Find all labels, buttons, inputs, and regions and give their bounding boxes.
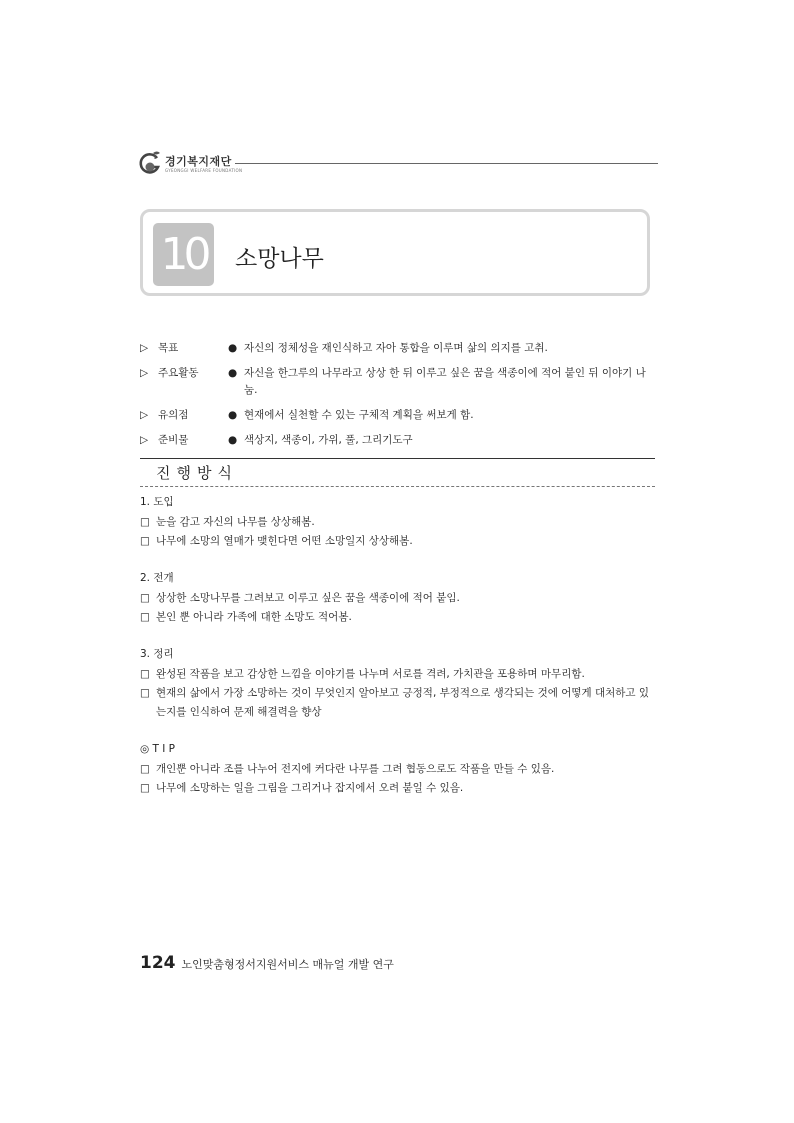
foundation-logo-icon [138,150,162,176]
checkbox-square-icon: □ [140,592,150,604]
info-label: 준비물 [158,434,189,446]
info-row-caution [140,407,655,424]
step-development [140,569,655,627]
org-sub: GYEONGGI WELFARE FOUNDATION [165,168,243,173]
step-heading: 1. 도입 [140,496,174,508]
info-value: 자신의 정체성을 재인식하고 자아 통합을 이루며 삶의 의지를 고취. [244,342,548,354]
info-value: 현재에서 실천할 수 있는 구체적 계획을 써보게 함. [244,409,474,421]
checkbox-square-icon: □ [140,782,150,794]
chapter-title-box [140,209,650,296]
info-value: 자신을 한그루의 나무라고 상상 한 뒤 이루고 싶은 꿈을 색종이에 적어 붙인 뒤 이야기 나눔. [244,367,646,396]
footer-title: 노인맞춤형정서지원서비스 매뉴얼 개발 연구 [181,958,394,971]
step-heading: 3. 정리 [140,648,174,660]
section-header [140,458,655,487]
triangle-icon: ▷ [140,342,149,354]
list-item: □ 나무에 소망의 열매가 맺힌다면 어떤 소망일지 상상해봄. [140,532,655,551]
triangle-icon: ▷ [140,434,149,446]
chapter-number: 10 [153,223,214,286]
activity-info [140,340,655,457]
list-item: □ 나무에 소망하는 일을 그림을 그리거나 잡지에서 오려 붙일 수 있음. [140,779,655,798]
section-title: 진행방식 [156,464,238,482]
bullet-icon: ● [228,434,238,446]
chapter-title: 소망나무 [235,246,324,272]
step-intro [140,493,655,551]
page-footer [140,953,394,973]
triangle-icon: ▷ [140,367,149,379]
tip-heading: ◎ T I P [140,743,176,755]
page-number: 124 [140,953,176,973]
list-item: □ 개인뿐 아니라 조를 나누어 전지에 커다란 나무를 그려 협동으로도 작품을 만들 수 있음. [140,760,655,779]
bullet-icon: ● [228,367,238,379]
info-label: 유의점 [158,409,189,421]
tip-block [140,740,655,798]
checkbox-square-icon: □ [140,516,150,528]
list-item: □ 눈을 감고 자신의 나무를 상상해봄. [140,513,655,532]
header-logo [138,150,658,178]
checkbox-square-icon: □ [140,687,150,699]
checkbox-square-icon: □ [140,535,150,547]
list-item: □ 상상한 소망나무를 그려보고 이루고 싶은 꿈을 색종이에 적어 붙임. [140,589,655,608]
list-item: □ 본인 뿐 아니라 가족에 대한 소망도 적어봄. [140,608,655,627]
info-label: 주요활동 [158,367,199,379]
triangle-icon: ▷ [140,409,149,421]
step-wrapup [140,645,655,722]
info-row-materials [140,432,655,449]
info-row-activity [140,365,655,399]
org-name: 경기복지재단 [165,155,232,168]
checkbox-square-icon: □ [140,668,150,680]
checkbox-square-icon: □ [140,763,150,775]
header-rule [235,163,658,164]
bullet-icon: ● [228,342,238,354]
step-heading: 2. 전개 [140,572,174,584]
info-row-goal [140,340,655,357]
info-label: 목표 [158,342,179,354]
list-item: □ 완성된 작품을 보고 감상한 느낌을 이야기를 나누며 서로를 격려, 가치관을 포용하며 마무리함. [140,665,655,684]
info-value: 색상지, 색종이, 가위, 풀, 그리기도구 [244,434,413,446]
bullet-icon: ● [228,409,238,421]
procedure-content [140,493,655,816]
list-item: □ 현재의 삶에서 가장 소망하는 것이 무엇인지 알아보고 긍정적, 부정적으로 생각되는 것에 어떻게 대처하고 있는지를 인식하여 문제 해결력을 향상 [140,684,655,722]
checkbox-square-icon: □ [140,611,150,623]
